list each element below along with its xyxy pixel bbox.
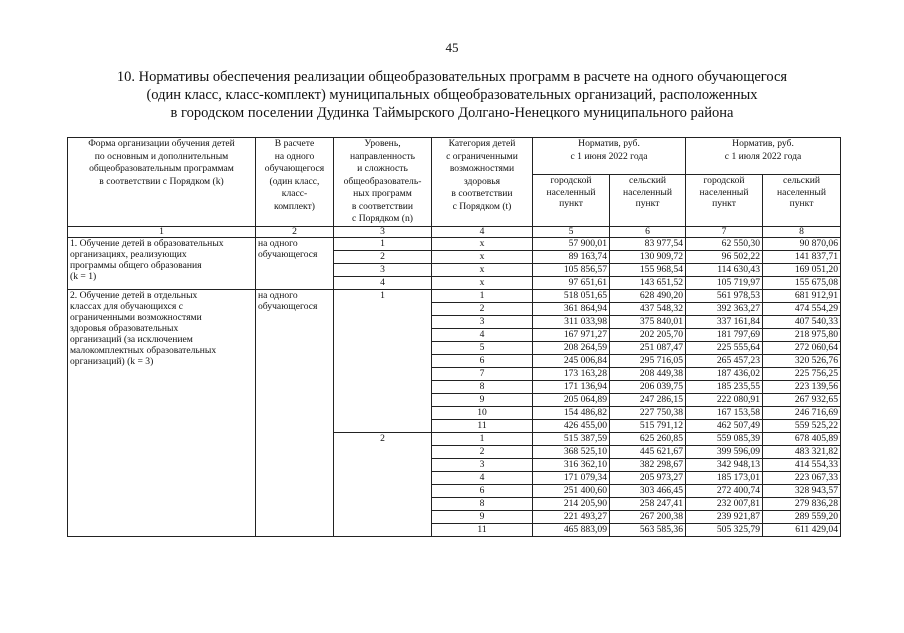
category-cell: 11 — [432, 419, 533, 432]
value-july-rural: 483 321,82 — [763, 445, 841, 458]
value-june-rural: 628 490,20 — [610, 289, 686, 302]
column-number: 2 — [256, 226, 334, 237]
value-june-urban: 173 163,28 — [533, 367, 610, 380]
value-july-rural: 414 554,33 — [763, 458, 841, 471]
value-july-urban: 337 161,84 — [686, 315, 763, 328]
column-number: 7 — [686, 226, 763, 237]
value-june-urban: 221 493,27 — [533, 510, 610, 523]
value-july-rural: 155 675,08 — [763, 276, 841, 289]
value-june-rural: 258 247,41 — [610, 497, 686, 510]
value-july-urban: 181 797,69 — [686, 328, 763, 341]
value-june-urban: 518 051,65 — [533, 289, 610, 302]
value-july-rural: 169 051,20 — [763, 263, 841, 276]
category-cell: 8 — [432, 497, 533, 510]
value-june-urban: 515 387,59 — [533, 432, 610, 445]
title-line: в городском поселении Дудинка Таймырского Долгано-Ненецкого муниципального района — [170, 105, 734, 121]
value-june-rural: 445 621,67 — [610, 445, 686, 458]
value-june-urban: 89 163,74 — [533, 250, 610, 263]
value-june-urban: 105 856,57 — [533, 263, 610, 276]
form-cell: 2. Обучение детей в отдельных классах для обучающихся с ограниченными возможностями здоровья образовательных организаций (за исключением малокомплектных образовательных организаций) (k = 3) — [68, 289, 256, 536]
value-july-urban: 105 719,97 — [686, 276, 763, 289]
value-july-urban: 187 436,02 — [686, 367, 763, 380]
value-july-rural: 678 405,89 — [763, 432, 841, 445]
value-june-rural: 83 977,54 — [610, 237, 686, 250]
value-june-rural: 625 260,85 — [610, 432, 686, 445]
value-july-urban: 62 550,30 — [686, 237, 763, 250]
category-cell: 1 — [432, 289, 533, 302]
level-cell: 2 — [334, 432, 432, 536]
column-number: 6 — [610, 226, 686, 237]
value-july-rural: 611 429,04 — [763, 523, 841, 536]
value-june-urban: 361 864,94 — [533, 302, 610, 315]
value-june-urban: 171 136,94 — [533, 380, 610, 393]
value-june-urban: 171 079,34 — [533, 471, 610, 484]
value-june-rural: 251 087,47 — [610, 341, 686, 354]
value-june-rural: 208 449,38 — [610, 367, 686, 380]
value-june-urban: 167 971,27 — [533, 328, 610, 341]
value-july-rural: 225 756,25 — [763, 367, 841, 380]
value-july-rural: 320 526,76 — [763, 354, 841, 367]
value-june-rural: 205 973,27 — [610, 471, 686, 484]
value-july-rural: 474 554,29 — [763, 302, 841, 315]
category-cell: 6 — [432, 354, 533, 367]
header-urban: городской населенный пункт — [686, 175, 763, 226]
value-july-rural: 267 932,65 — [763, 393, 841, 406]
value-july-urban: 561 978,53 — [686, 289, 763, 302]
value-july-urban: 185 235,55 — [686, 380, 763, 393]
header-category: Категория детей с ограниченными возможностями здоровья в соответствии с Порядком (t) — [432, 138, 533, 227]
value-june-rural: 563 585,36 — [610, 523, 686, 536]
value-july-urban: 342 948,13 — [686, 458, 763, 471]
value-july-rural: 218 975,80 — [763, 328, 841, 341]
header-urban: городской населенный пункт — [533, 175, 610, 226]
value-july-rural: 279 836,28 — [763, 497, 841, 510]
category-cell: 9 — [432, 393, 533, 406]
category-cell: 1 — [432, 432, 533, 445]
value-july-rural: 272 060,64 — [763, 341, 841, 354]
value-july-urban: 232 007,81 — [686, 497, 763, 510]
category-cell: x — [432, 263, 533, 276]
value-july-urban: 505 325,79 — [686, 523, 763, 536]
header-form: Форма организации обучения детей по основным и дополнительным общеобразовательным программам в соответствии с Порядком (k) — [68, 138, 256, 227]
category-cell: x — [432, 237, 533, 250]
value-july-urban: 399 596,09 — [686, 445, 763, 458]
per-cell: на одного обучающегося — [256, 289, 334, 536]
column-number-row — [68, 226, 841, 237]
norms-table — [67, 137, 841, 537]
value-july-rural: 223 067,33 — [763, 471, 841, 484]
value-june-rural: 295 716,05 — [610, 354, 686, 367]
category-cell: 7 — [432, 367, 533, 380]
value-july-urban: 222 080,91 — [686, 393, 763, 406]
title-line: (один класс, класс-комплект) муниципальных общеобразовательных организаций, расположенных — [146, 87, 758, 103]
category-cell: 8 — [432, 380, 533, 393]
value-june-urban: 245 006,84 — [533, 354, 610, 367]
value-june-rural: 202 205,70 — [610, 328, 686, 341]
category-cell: 10 — [432, 406, 533, 419]
value-july-urban: 462 507,49 — [686, 419, 763, 432]
category-cell: 4 — [432, 328, 533, 341]
category-cell: 5 — [432, 341, 533, 354]
value-june-urban: 368 525,10 — [533, 445, 610, 458]
value-june-rural: 247 286,15 — [610, 393, 686, 406]
value-june-rural: 130 909,72 — [610, 250, 686, 263]
value-june-urban: 208 264,59 — [533, 341, 610, 354]
value-july-urban: 185 173,01 — [686, 471, 763, 484]
header-rural: сельский населенный пункт — [763, 175, 841, 226]
level-cell: 2 — [334, 250, 432, 263]
category-cell: 11 — [432, 523, 533, 536]
value-june-urban: 426 455,00 — [533, 419, 610, 432]
category-cell: 9 — [432, 510, 533, 523]
value-june-rural: 155 968,54 — [610, 263, 686, 276]
category-cell: 3 — [432, 458, 533, 471]
value-july-rural: 559 525,22 — [763, 419, 841, 432]
title-line: 10. Нормативы обеспечения реализации общеобразовательных программ в расчете на одного обучающегося — [116, 69, 788, 85]
value-june-urban: 316 362,10 — [533, 458, 610, 471]
value-july-urban: 225 555,64 — [686, 341, 763, 354]
value-july-rural: 90 870,06 — [763, 237, 841, 250]
value-june-urban: 214 205,90 — [533, 497, 610, 510]
level-cell: 1 — [334, 237, 432, 250]
value-june-rural: 375 840,01 — [610, 315, 686, 328]
category-cell: x — [432, 250, 533, 263]
level-cell: 1 — [334, 289, 432, 432]
form-cell: 1. Обучение детей в образовательных организациях, реализующих программы общего образования (k = 1) — [68, 237, 256, 289]
value-june-rural: 267 200,38 — [610, 510, 686, 523]
column-number: 8 — [763, 226, 841, 237]
header-per: В расчете на одного обучающегося (один класс, класс- комплект) — [256, 138, 334, 227]
document-title — [60, 68, 844, 122]
value-july-urban: 167 153,58 — [686, 406, 763, 419]
value-july-rural: 328 943,57 — [763, 484, 841, 497]
column-number: 1 — [68, 226, 256, 237]
value-july-rural: 407 540,33 — [763, 315, 841, 328]
category-cell: 2 — [432, 445, 533, 458]
column-number: 3 — [334, 226, 432, 237]
value-july-urban: 265 457,23 — [686, 354, 763, 367]
table-row — [68, 289, 841, 302]
value-june-rural: 206 039,75 — [610, 380, 686, 393]
value-june-rural: 227 750,38 — [610, 406, 686, 419]
value-june-urban: 311 033,98 — [533, 315, 610, 328]
value-june-urban: 251 400,60 — [533, 484, 610, 497]
level-cell: 4 — [334, 276, 432, 289]
value-june-rural: 382 298,67 — [610, 458, 686, 471]
value-june-urban: 154 486,82 — [533, 406, 610, 419]
value-june-rural: 303 466,45 — [610, 484, 686, 497]
value-july-urban: 559 085,39 — [686, 432, 763, 445]
column-number: 5 — [533, 226, 610, 237]
value-july-urban: 239 921,87 — [686, 510, 763, 523]
category-cell: 4 — [432, 471, 533, 484]
value-july-urban: 114 630,43 — [686, 263, 763, 276]
value-july-rural: 246 716,69 — [763, 406, 841, 419]
value-june-urban: 57 900,01 — [533, 237, 610, 250]
header-level: Уровень, направленность и сложность общеобразователь- ных программ в соответствии с Порядком (n) — [334, 138, 432, 227]
category-cell: x — [432, 276, 533, 289]
category-cell: 6 — [432, 484, 533, 497]
per-cell: на одного обучающегося — [256, 237, 334, 289]
table-row — [68, 237, 841, 250]
value-july-rural: 681 912,91 — [763, 289, 841, 302]
value-june-urban: 465 883,09 — [533, 523, 610, 536]
column-number: 4 — [432, 226, 533, 237]
level-cell: 3 — [334, 263, 432, 276]
value-july-rural: 141 837,71 — [763, 250, 841, 263]
value-july-rural: 289 559,20 — [763, 510, 841, 523]
value-june-urban: 205 064,89 — [533, 393, 610, 406]
value-june-rural: 143 651,52 — [610, 276, 686, 289]
value-june-urban: 97 651,61 — [533, 276, 610, 289]
value-june-rural: 437 548,32 — [610, 302, 686, 315]
value-july-rural: 223 139,56 — [763, 380, 841, 393]
header-rural: сельский населенный пункт — [610, 175, 686, 226]
value-july-urban: 272 400,74 — [686, 484, 763, 497]
value-july-urban: 392 363,27 — [686, 302, 763, 315]
category-cell: 2 — [432, 302, 533, 315]
value-june-rural: 515 791,12 — [610, 419, 686, 432]
category-cell: 3 — [432, 315, 533, 328]
table-header-row — [68, 138, 841, 175]
header-norm-june: Норматив, руб. с 1 июня 2022 года — [533, 138, 686, 175]
value-july-urban: 96 502,22 — [686, 250, 763, 263]
header-norm-july: Норматив, руб. с 1 июля 2022 года — [686, 138, 841, 175]
page-number: 45 — [445, 40, 459, 55]
